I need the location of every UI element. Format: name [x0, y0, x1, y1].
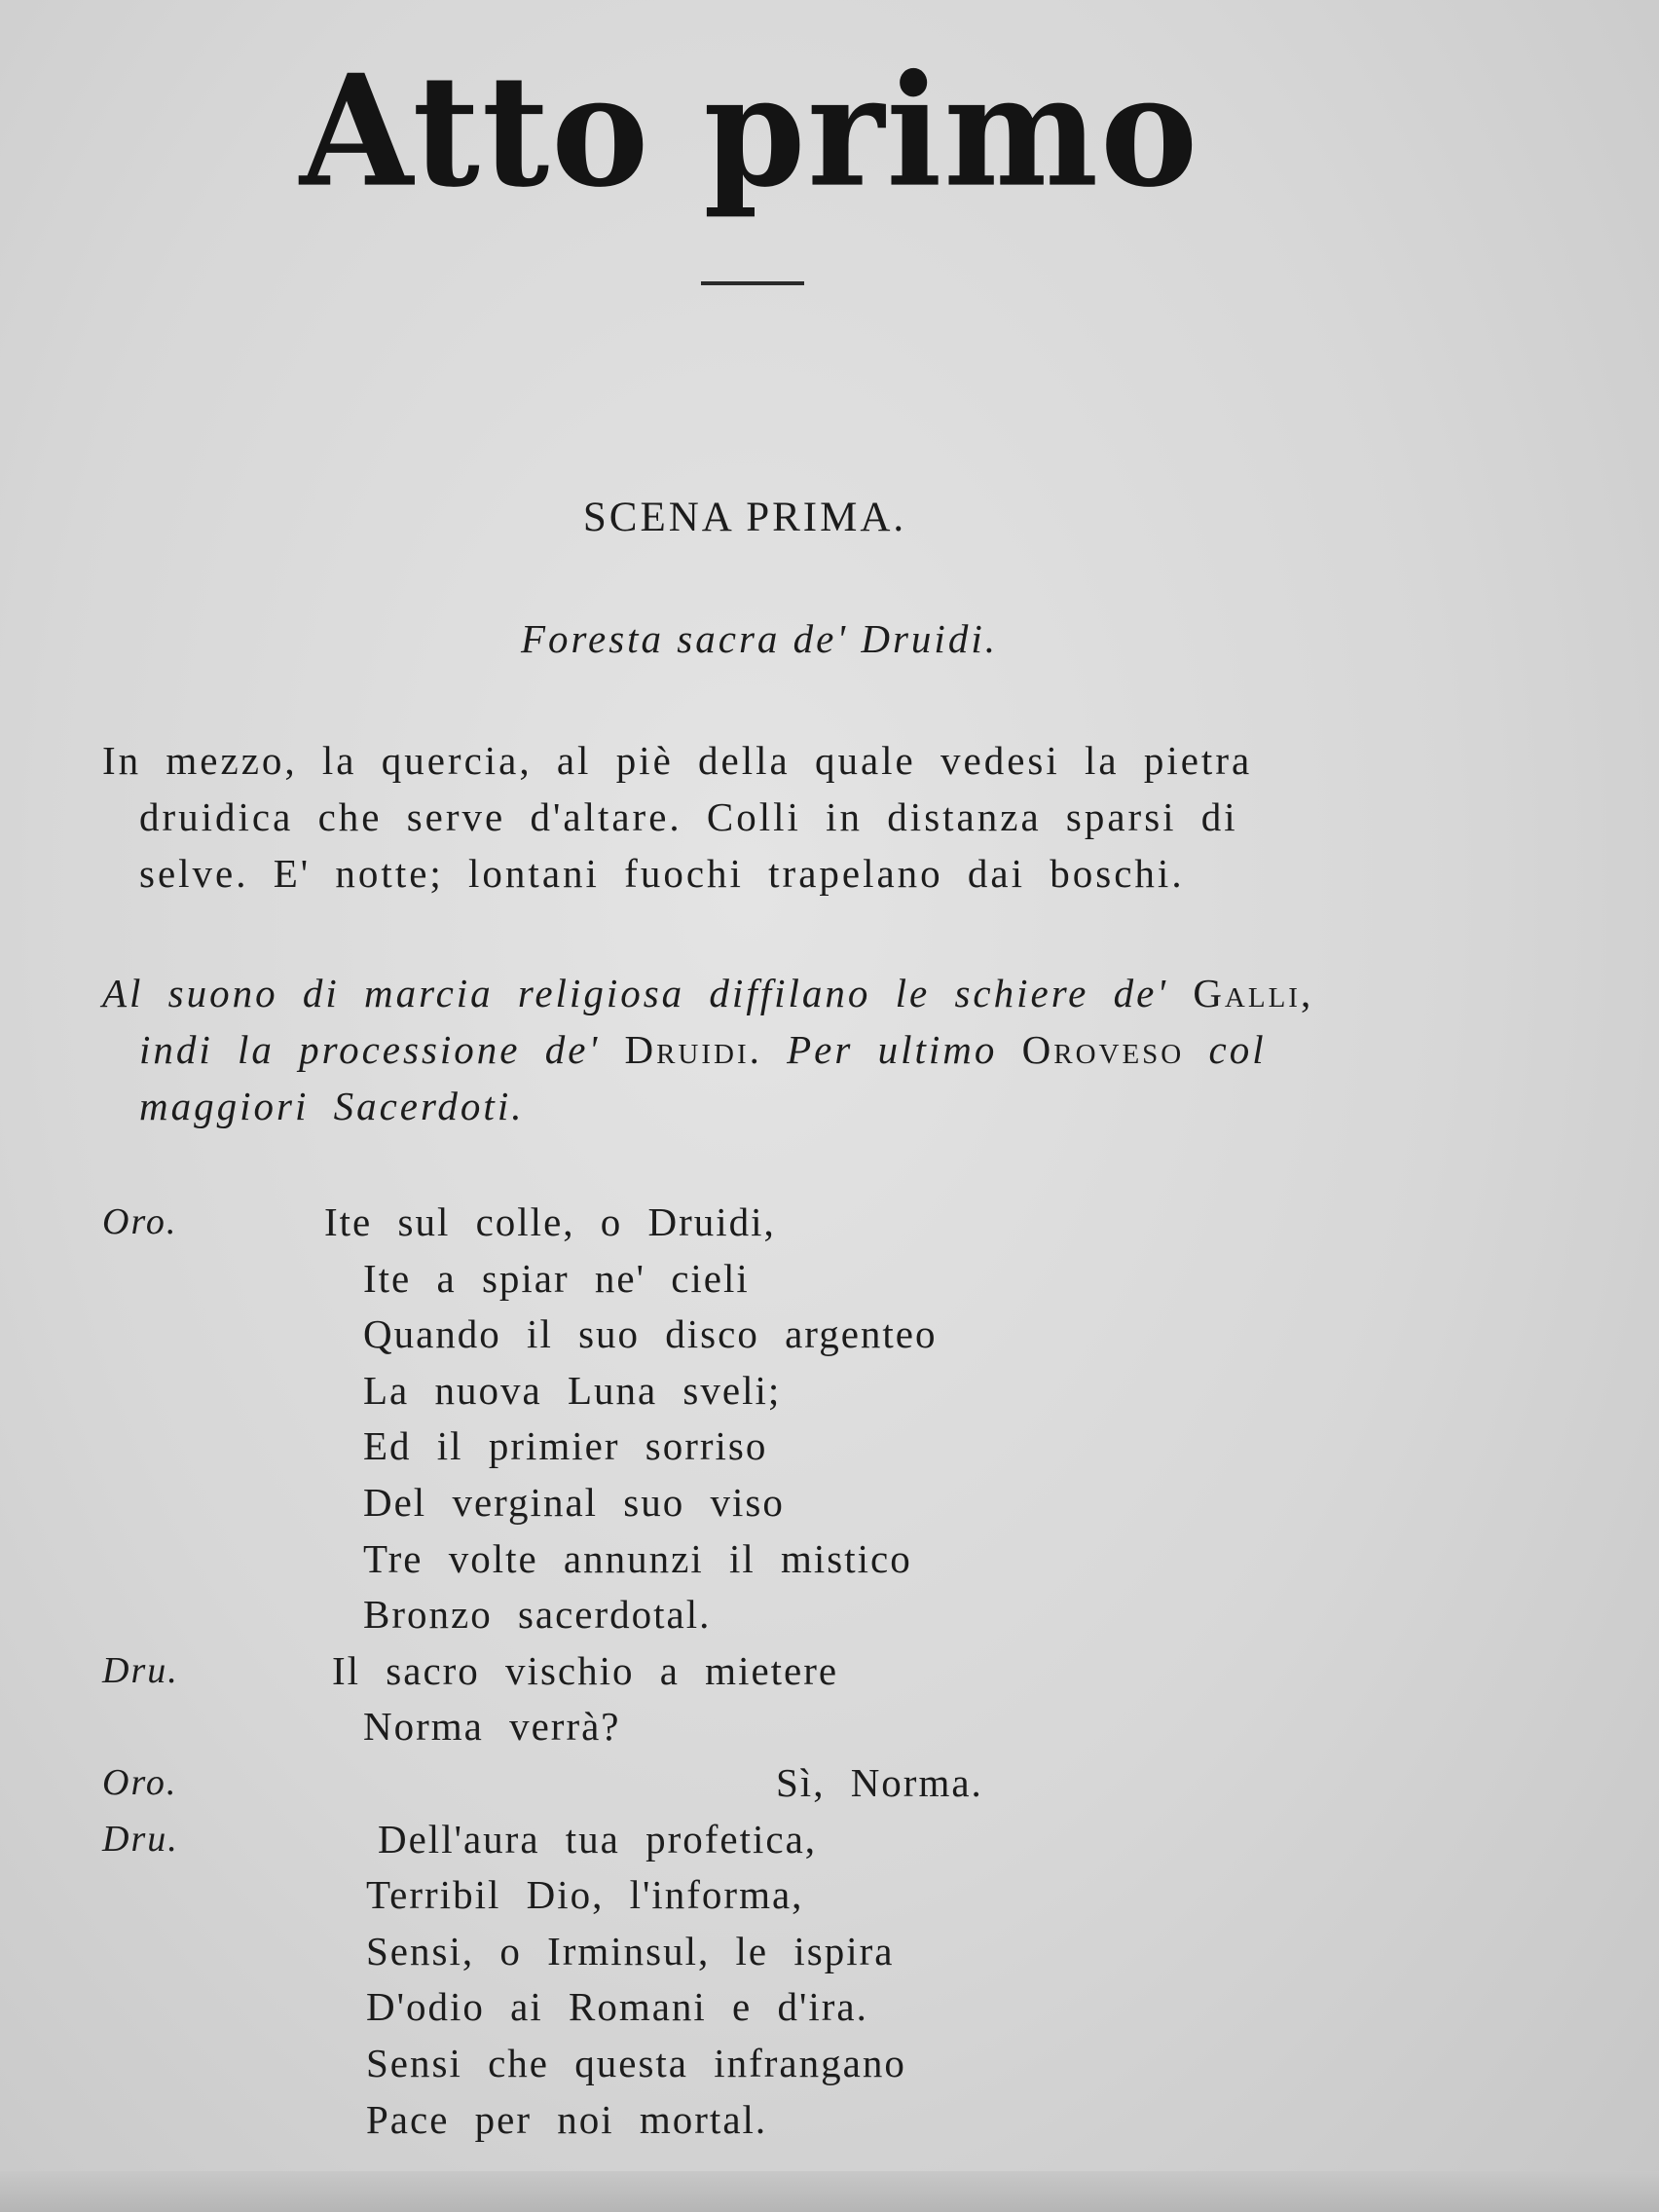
verse-row [102, 1699, 1173, 1755]
speaker-label: Oro. [102, 1761, 178, 1803]
stage-direction-line: In mezzo, la quercia, al piè della quale vedesi la pietra [102, 738, 1253, 783]
verse-line: Tre volte annunzi il mistico [363, 1535, 912, 1581]
verse-line: Pace per noi mortal. [366, 2096, 768, 2142]
stage-direction-line: maggiori Sacerdoti. [139, 1084, 525, 1128]
verse-row [102, 1587, 1173, 1643]
speaker-label: Dru. [102, 1818, 179, 1860]
verse-line: Norma verrà? [363, 1704, 621, 1750]
stage-direction-line: selve. E' notte; lontani fuochi trapelano dai boschi. [139, 851, 1185, 896]
stage-direction-line: Al suono di marcia religiosa diffilano le schiere de' Galli, [102, 971, 1314, 1015]
verse-row [102, 1755, 1173, 1812]
verse-row [102, 1251, 1173, 1308]
verse-line: Sensi che questa infrangano [366, 2040, 906, 2085]
verse-line: D'odio ai Romani e d'ira. [366, 1984, 868, 2030]
dialogue-block [102, 1195, 1173, 2148]
character-galli: Galli, [1193, 971, 1314, 1015]
verse-row [102, 1195, 1173, 1251]
verse-row [102, 2036, 1173, 2092]
speaker-label: Dru. [102, 1649, 179, 1691]
character-druidi: Druidi. [624, 1027, 762, 1072]
verse-line: Ite a spiar ne' cieli [363, 1255, 750, 1301]
scene-setting: Foresta sacra de' Druidi. [521, 616, 998, 661]
verse-line: Sì, Norma. [776, 1759, 983, 1805]
title-rule [701, 281, 804, 285]
verse-row [102, 1979, 1173, 2036]
stage-direction-setting [102, 732, 1431, 902]
verse-row [102, 1419, 1173, 1475]
stage-direction-procession [102, 965, 1431, 1134]
verse-row [102, 1867, 1173, 1924]
verse-row [102, 1475, 1173, 1531]
verse-line: Bronzo sacerdotal. [363, 1592, 712, 1638]
verse-line: Quando il suo disco argenteo [363, 1311, 938, 1357]
verse-line: Del verginal suo viso [363, 1479, 785, 1525]
character-oroveso: Oroveso [1021, 1027, 1185, 1072]
verse-line: Sensi, o Irminsul, le ispira [366, 1928, 895, 1973]
speaker-label: Oro. [102, 1201, 178, 1242]
verse-row [102, 1363, 1173, 1419]
verse-line: Dell'aura tua profetica, [378, 1816, 818, 1862]
act-title: Atto primo [299, 41, 1200, 222]
verse-row [102, 1643, 1173, 1700]
verse-row [102, 1812, 1173, 1868]
stage-direction-line: druidica che serve d'altare. Colli in distanza sparsi di [139, 794, 1238, 839]
verse-row [102, 2092, 1173, 2149]
verse-row [102, 1924, 1173, 1980]
stage-direction-line: indi la processione de' Druidi. Per ultimo Oroveso col [139, 1027, 1267, 1072]
verse-line: Terribil Dio, l'informa, [366, 1872, 804, 1918]
verse-row [102, 1307, 1173, 1363]
verse-line: La nuova Luna sveli; [363, 1367, 782, 1413]
verse-line: Ite sul colle, o Druidi, [324, 1199, 776, 1244]
page-bottom-edge [0, 2171, 1659, 2212]
verse-line: Il sacro vischio a mietere [332, 1647, 839, 1693]
verse-row [102, 1531, 1173, 1588]
verse-line: Ed il primier sorriso [363, 1423, 768, 1469]
scene-title: SCENA PRIMA. [582, 495, 907, 540]
